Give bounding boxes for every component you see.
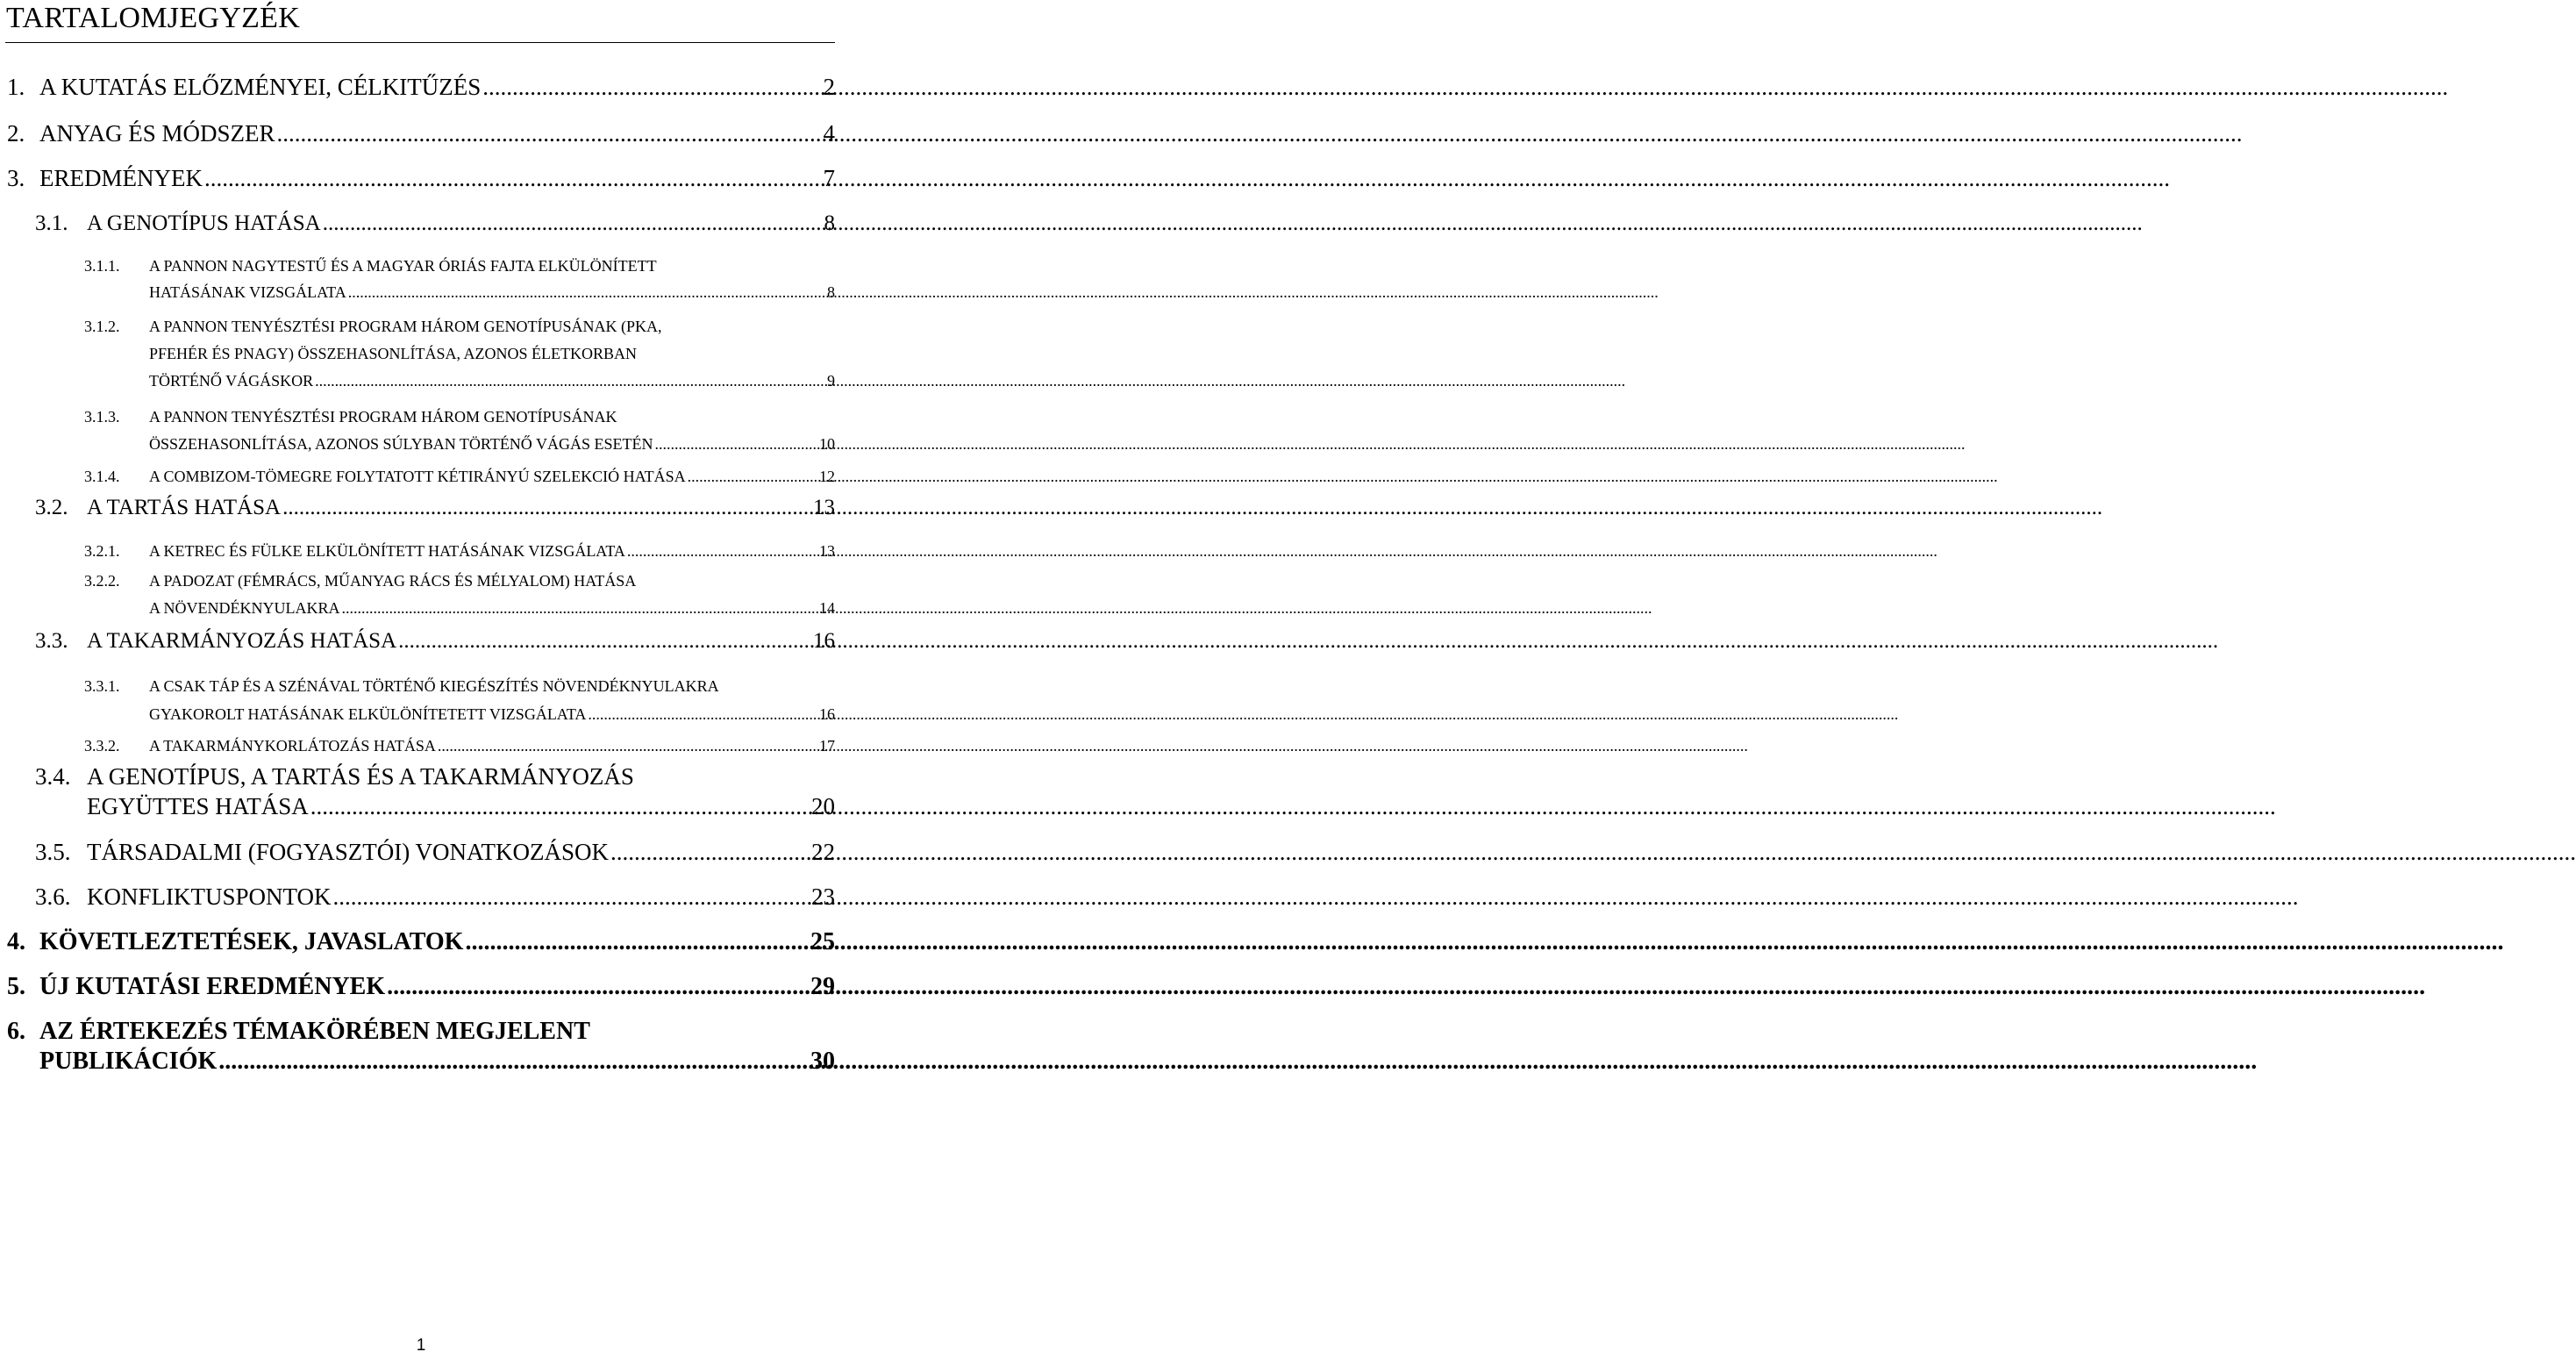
toc-entry-page: 20: [811, 793, 835, 819]
toc-entry[interactable]: [84, 468, 835, 486]
dot-leader: [654, 435, 818, 454]
toc-entry[interactable]: [84, 677, 835, 724]
toc-entry-label: AZ ÉRTEKEZÉS TÉMAKÖRÉBEN MEGJELENT: [39, 1018, 590, 1045]
toc-entry-number: 3.1.4.: [84, 468, 120, 485]
toc-entry-number: 1.: [7, 74, 25, 100]
dot-leader: [333, 883, 810, 911]
dot-leader: [398, 629, 812, 654]
dot-leader: [315, 372, 826, 390]
dot-leader: [627, 542, 818, 561]
dot-leader: [277, 120, 823, 147]
toc-entry[interactable]: [7, 1018, 835, 1076]
toc-entry-number: 3.3.1.: [84, 677, 120, 695]
toc-entry[interactable]: [35, 763, 835, 820]
title-underline: [5, 42, 835, 43]
document-page: [0, 0, 842, 1359]
toc-entry-label-continued: A NÖVENDÉKNYULAKRA: [149, 599, 340, 617]
toc-entry-page: 23: [811, 883, 835, 910]
toc-entry-page: 7: [823, 165, 835, 191]
toc-entry-number: 3.3.: [35, 629, 68, 653]
toc-entry-page: 8: [824, 211, 835, 235]
toc-title: TARTALOMJEGYZÉK: [6, 2, 301, 34]
toc-entry-number: 3.1.3.: [84, 408, 120, 426]
toc-entry-number: 4.: [7, 928, 25, 955]
toc-entry[interactable]: [7, 928, 835, 956]
toc-entry-page: 12: [819, 468, 835, 485]
toc-entry-label-continued: GYAKOROLT HATÁSÁNAK ELKÜLÖNÍTETETT VIZSGÁLATA: [149, 705, 587, 723]
toc-entry-page: 4: [823, 120, 835, 147]
toc-entry[interactable]: [35, 211, 835, 236]
toc-entry-label: A PANNON TENYÉSZTÉSI PROGRAM HÁROM GENOTÍPUSÁNAK: [149, 408, 617, 426]
toc-entry-number: 3.: [7, 165, 25, 191]
toc-entry-label: A KUTATÁS ELŐZMÉNYEI, CÉLKITŰZÉS: [39, 74, 482, 100]
toc-entry-page: 14: [819, 599, 835, 617]
toc-entry-label-continued: EGYÜTTES HATÁSA: [87, 793, 309, 819]
toc-entry-page: 10: [819, 435, 835, 453]
dot-leader: [204, 165, 823, 192]
toc-entry-label-continued: TÖRTÉNŐ VÁGÁSKOR: [149, 372, 314, 390]
toc-entry-label: A COMBIZOM-TÖMEGRE FOLYTATOTT KÉTIRÁNYÚ SZELEKCIÓ HATÁSA: [149, 468, 686, 485]
toc-entry-page: 22: [811, 839, 835, 865]
dot-leader: [323, 211, 824, 236]
toc-entry-page: 30: [810, 1048, 835, 1075]
toc-entry-label: KÖVETLEZTETÉSEK, JAVASLATOK: [39, 928, 464, 955]
toc-entry[interactable]: [7, 74, 835, 101]
dot-leader: [387, 973, 810, 1001]
toc-entry-number: 6.: [7, 1018, 25, 1045]
toc-entry-label: ÚJ KUTATÁSI EREDMÉNYEK: [39, 973, 386, 1000]
toc-entry-label-continued: HATÁSÁNAK VIZSGÁLATA: [149, 283, 346, 301]
toc-entry[interactable]: [35, 496, 835, 520]
toc-entry-number: 3.3.2.: [84, 737, 120, 755]
dot-leader: [438, 737, 818, 755]
toc-entry-label: A TAKARMÁNYKORLÁTOZÁS HATÁSA: [149, 737, 436, 755]
toc-entry-label: A TARTÁS HATÁSA: [87, 496, 282, 519]
toc-entry-number: 3.1.2.: [84, 318, 120, 335]
dot-leader: [610, 839, 810, 866]
toc-entry-number: 3.1.: [35, 211, 68, 235]
dot-leader: [588, 705, 818, 724]
toc-entry-number: 3.4.: [35, 763, 71, 790]
dot-leader: [688, 468, 818, 486]
toc-entry-number: 3.2.: [35, 496, 68, 519]
toc-entry-number: 3.5.: [35, 839, 71, 865]
dot-leader: [218, 1048, 810, 1076]
toc-entry-label-continued: PFEHÉR ÉS PNAGY) ÖSSZEHASONLÍTÁSA, AZONOS ÉLETKORBAN: [149, 345, 638, 362]
toc-entry-number: 3.2.1.: [84, 542, 120, 560]
toc-entry-page: 29: [810, 973, 835, 1000]
toc-entry[interactable]: [84, 542, 835, 561]
toc-entry[interactable]: [7, 973, 835, 1001]
toc-entry[interactable]: [35, 629, 835, 654]
toc-entry[interactable]: [35, 839, 835, 866]
toc-entry-page: 25: [810, 928, 835, 955]
page-number-footer: 1: [416, 1336, 426, 1355]
toc-entry[interactable]: [7, 120, 835, 147]
toc-entry-page: 2: [823, 74, 835, 100]
toc-entry-number: 2.: [7, 120, 25, 147]
toc-entry-label-continued: PUBLIKÁCIÓK: [39, 1048, 218, 1075]
toc-entry-number: 3.6.: [35, 883, 71, 910]
dot-leader: [482, 74, 822, 101]
toc-entry-page: 17: [819, 737, 835, 755]
toc-entry[interactable]: [84, 318, 835, 390]
toc-entry-label-continued: ÖSSZEHASONLÍTÁSA, AZONOS SÚLYBAN TÖRTÉNŐ VÁGÁS ESETÉN: [149, 435, 653, 453]
dot-leader: [342, 599, 819, 618]
dot-leader: [465, 928, 810, 956]
toc-entry[interactable]: [7, 165, 835, 192]
toc-entry-number: 3.1.1.: [84, 257, 120, 275]
toc-entry-page: 13: [813, 496, 835, 519]
toc-entry-number: 3.2.2.: [84, 572, 120, 590]
toc-entry-label: KONFLIKTUSPONTOK: [87, 883, 332, 910]
toc-entry-page: 9: [827, 372, 835, 390]
toc-entry-label: A CSAK TÁP ÉS A SZÉNÁVAL TÖRTÉNŐ KIEGÉSZÍTÉS NÖVENDÉKNYULAKRA: [149, 677, 719, 695]
toc-entry[interactable]: [84, 257, 835, 302]
toc-entry-label: ANYAG ÉS MÓDSZER: [39, 120, 275, 147]
toc-entry-label: EREDMÉNYEK: [39, 165, 203, 191]
toc-entry-number: 5.: [7, 973, 25, 1000]
toc-entry-page: 16: [819, 705, 835, 723]
toc-entry[interactable]: [35, 883, 835, 911]
toc-entry[interactable]: [84, 572, 835, 618]
toc-entry-label: TÁRSADALMI (FOGYASZTÓI) VONATKOZÁSOK: [87, 839, 610, 865]
toc-entry-page: 8: [827, 283, 835, 301]
dot-leader: [348, 283, 826, 302]
toc-entry-page: 13: [819, 542, 835, 560]
toc-entry-label: A TAKARMÁNYOZÁS HATÁSA: [87, 629, 397, 653]
dot-leader: [282, 496, 812, 520]
toc-entry-label: A GENOTÍPUS HATÁSA: [87, 211, 321, 235]
toc-entry-label: A PANNON TENYÉSZTÉSI PROGRAM HÁROM GENOTÍPUSÁNAK (PKA,: [149, 318, 662, 335]
toc-entry[interactable]: [84, 737, 835, 755]
toc-entry-page: 16: [813, 629, 835, 653]
toc-entry-label: A GENOTÍPUS, A TARTÁS ÉS A TAKARMÁNYOZÁS: [87, 763, 634, 790]
dot-leader: [310, 793, 810, 820]
toc-entry[interactable]: [84, 408, 835, 454]
toc-entry-label: A PADOZAT (FÉMRÁCS, MŰANYAG RÁCS ÉS MÉLYALOM) HATÁSA: [149, 572, 637, 590]
toc-entry-label: A KETREC ÉS FÜLKE ELKÜLÖNÍTETT HATÁSÁNAK VIZSGÁLATA: [149, 542, 625, 560]
toc-entry-label: A PANNON NAGYTESTŰ ÉS A MAGYAR ÓRIÁS FAJTA ELKÜLÖNÍTETT: [149, 257, 657, 275]
